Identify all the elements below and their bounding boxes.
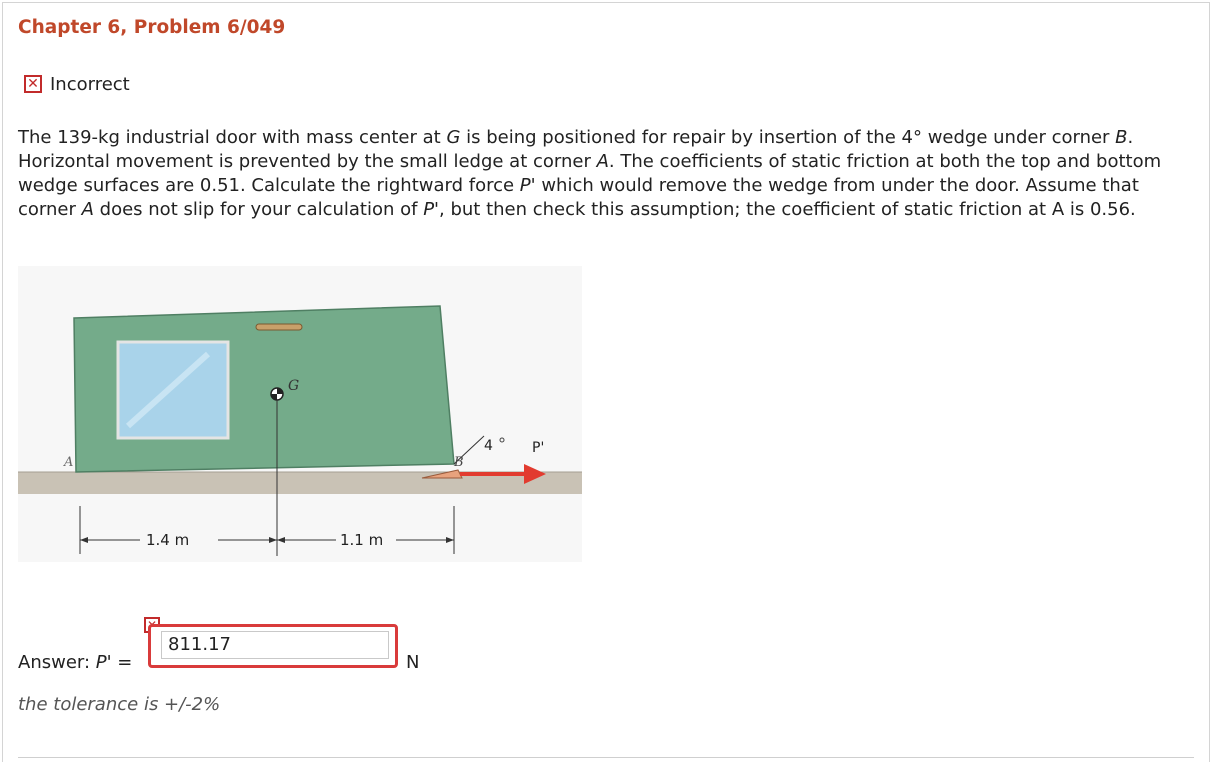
door-handle-icon xyxy=(256,324,302,330)
divider xyxy=(18,757,1194,758)
door-wedge-diagram xyxy=(18,266,582,562)
dim-left-label: 1.4 m xyxy=(146,531,190,549)
x-icon: ✕ xyxy=(24,75,42,93)
problem-text: , but then check this assumption; the coefficient of static friction at A is 0.56. xyxy=(439,199,1136,220)
answer-unit: N xyxy=(406,652,420,673)
problem-text: is being positioned for repair by insertion of the 4° wedge under corner xyxy=(460,127,1116,148)
problem-text: which would remove the wedge from under the door. Assume that corner xyxy=(18,175,1139,220)
label-G: G xyxy=(288,378,300,394)
problem-text: . Horizontal movement is prevented by the small ledge at corner xyxy=(18,127,1134,172)
page-title: Chapter 6, Problem 6/049 xyxy=(18,17,286,38)
problem-var: B xyxy=(1115,127,1128,148)
label-A: A xyxy=(64,455,74,470)
answer-label-eq: = xyxy=(111,652,133,673)
degree-icon xyxy=(500,438,504,442)
problem-text: does not slip for your calculation of xyxy=(93,199,424,220)
problem-var: A xyxy=(596,151,609,172)
problem-var: A xyxy=(81,199,94,220)
problem-statement xyxy=(18,126,1198,222)
tolerance-note: the tolerance is +/-2% xyxy=(18,694,221,715)
problem-text: . The coefficients of static friction at both the top and bottom wedge surfaces are 0.51. Calculate the rightward force xyxy=(18,151,1162,196)
answer-label xyxy=(18,652,132,673)
answer-value[interactable]: 811.17 xyxy=(161,631,389,659)
status-indicator xyxy=(24,72,130,96)
answer-label-var: P' xyxy=(95,652,112,673)
dim-right-label: 1.1 m xyxy=(340,531,384,549)
label-P: P' xyxy=(532,440,545,456)
problem-figure xyxy=(18,266,582,562)
problem-var: P' xyxy=(423,199,440,220)
answer-label-prefix: Answer: xyxy=(18,652,96,673)
answer-input[interactable] xyxy=(148,624,398,668)
problem-text: The 139-kg industrial door with mass center at xyxy=(18,127,447,148)
problem-var: P' xyxy=(519,175,536,196)
problem-var: G xyxy=(446,127,461,148)
answer-row xyxy=(18,624,518,684)
label-B: B xyxy=(454,455,464,470)
status-label: Incorrect xyxy=(50,73,130,95)
label-angle: 4 xyxy=(484,438,493,454)
